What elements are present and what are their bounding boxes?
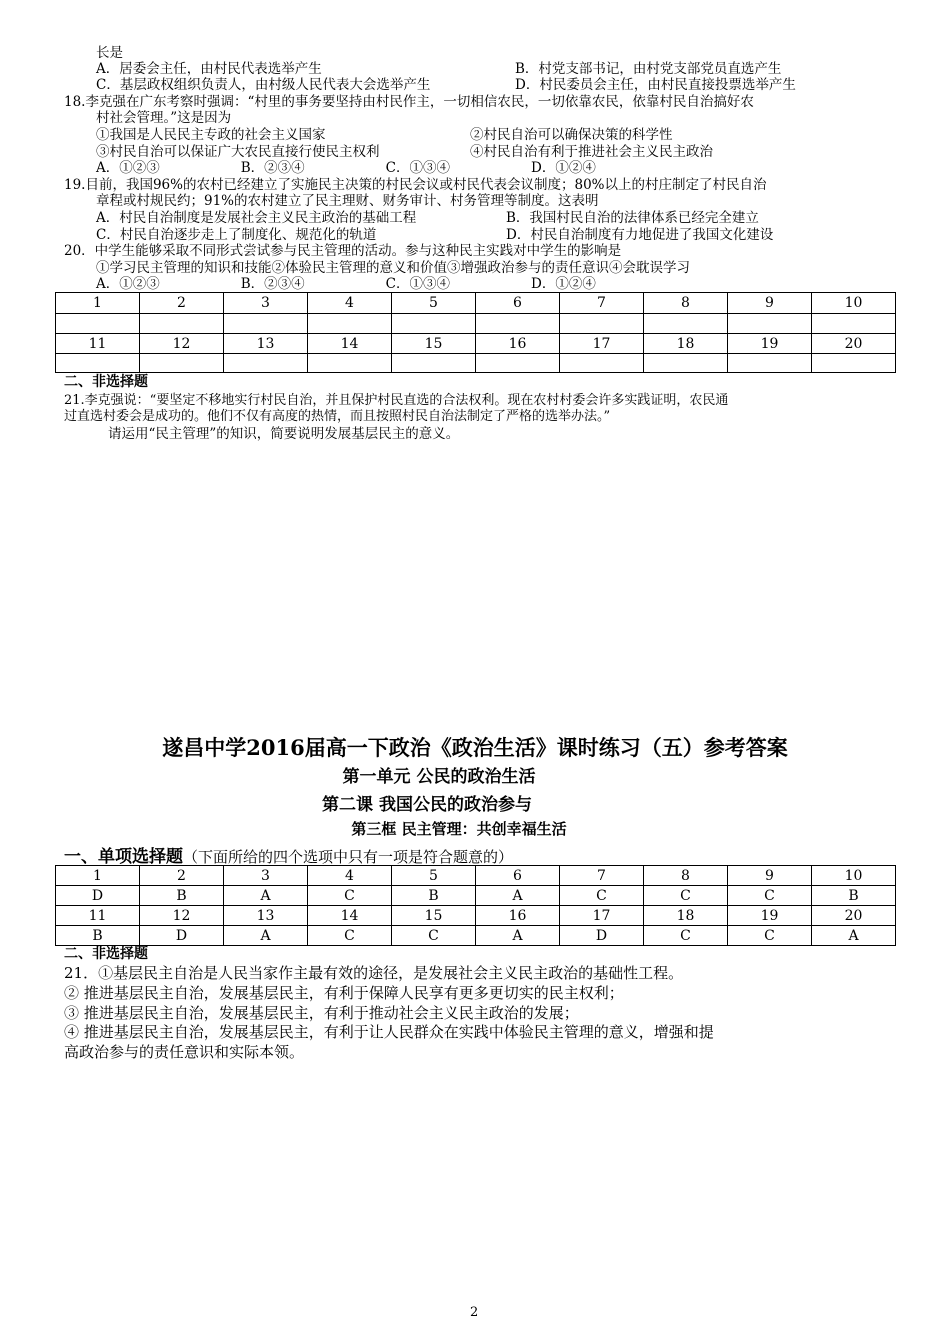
blank-grid-number-cell: 1 [56,293,140,314]
q18-stem-line2: 村社会管理。”这是因为 [96,110,232,126]
blank-answer-cell[interactable] [728,354,812,373]
q21-answer-point-3: ③ 推进基层民主自治，发展基层民主，有利于推动社会主义民主政治的发展； [64,1004,579,1022]
q18-choices: A．①②③ B．②③④ C．①③④ D．①②④ [96,160,596,176]
q19-option-c: C．村民自治逐步走上了制度化、规范化的轨道 [96,227,377,243]
q20-items: ①学习民主管理的知识和技能②体验民主管理的意义和价值③增强政治参与的责任意识④会耽误学习 [96,260,690,276]
answer-grid-number-cell: 15 [392,906,476,926]
answer-grid-answer-cell: C [644,886,728,906]
unit-heading: 第一单元 公民的政治生活 [342,767,536,787]
q21-stem-line2: 过直选村委会是成功的。他们不仅有高度的热情，而且按照村民自治法制定了严格的选举办法。” [64,409,611,424]
answer-grid-answer-cell: C [728,886,812,906]
q18-stem-line1: 18.李克强在广东考察时强调：“村里的事务要坚持由村民作主，一切相信农民，一切依靠农民，依靠村民自治搞好农 [64,94,754,110]
q19-option-b: B．我国村民自治的法律体系已经完全建立 [506,210,759,226]
page-number: 2 [470,1305,479,1320]
answer-key-title: 遂昌中学2016届高一下政治《政治生活》课时练习（五）参考答案 [162,735,788,760]
q18-item-2: ②村民自治可以确保决策的科学性 [470,127,673,143]
answer-grid-answer-row [56,926,896,946]
answer-grid-number-cell: 11 [56,906,140,926]
blank-answer-cell[interactable] [56,354,140,373]
q20-stem-line1: 20．中学生能够采取不同形式尝试参与民主管理的活动。参与这种民主实践对中学生的影响是 [64,243,622,259]
q21-answer-point-4-cont: 高政治参与的责任意识和实际本领。 [64,1043,305,1061]
blank-grid-number-cell: 11 [56,334,140,354]
q21-answer-point-4: ④ 推进基层民主自治，发展基层民主，有利于让人民群众在实践中体验民主管理的意义，增强和提 [64,1023,714,1041]
part1-note: （下面所给的四个选项中只有一项是符合题意的） [183,848,514,866]
blank-answer-cell[interactable] [224,314,308,334]
blank-grid-number-cell: 15 [392,334,476,354]
blank-grid-answer-row [56,314,896,334]
answer-grid-answer-cell: C [560,886,644,906]
answer-grid-answer-cell: A [812,926,896,946]
answer-grid-number-cell: 14 [308,906,392,926]
blank-grid-number-row [56,293,896,314]
blank-grid-number-row [56,334,896,354]
answer-grid-number-cell: 10 [812,866,896,886]
answer-grid-number-row [56,866,896,886]
blank-answer-cell[interactable] [224,354,308,373]
answer-grid-number-cell: 20 [812,906,896,926]
blank-answer-cell[interactable] [476,354,560,373]
answer-grid-number-cell: 17 [560,906,644,926]
answer-grid-answer-cell: B [56,926,140,946]
q19-option-a: A．村民自治制度是发展社会主义民主政治的基础工程 [96,210,417,226]
answer-grid-answer-row [56,886,896,906]
blank-grid-number-cell: 2 [140,293,224,314]
answer-grid-number-cell: 5 [392,866,476,886]
answer-grid-number-cell: 1 [56,866,140,886]
blank-answer-cell[interactable] [812,314,896,334]
answer-grid-number-cell: 7 [560,866,644,886]
answer-grid-answer-cell: C [644,926,728,946]
answer-grid-number-cell: 18 [644,906,728,926]
blank-answer-cell[interactable] [560,354,644,373]
answer-grid-number-cell: 19 [728,906,812,926]
answer-grid-number-cell: 6 [476,866,560,886]
blank-answer-cell[interactable] [56,314,140,334]
answer-grid-answer-cell: B [140,886,224,906]
blank-answer-cell[interactable] [140,354,224,373]
answer-grid-answer-cell: D [140,926,224,946]
blank-answer-grid [55,292,896,373]
part1-heading: 一、单项选择题 [64,847,183,867]
blank-answer-cell[interactable] [308,354,392,373]
answer-grid-number-cell: 8 [644,866,728,886]
q18-item-1: ①我国是人民民主专政的社会主义国家 [96,127,326,143]
lesson-heading: 第二课 我国公民的政治参与 [322,795,532,815]
q19-stem-line1: 19.目前，我国96%的农村已经建立了实施民主决策的村民会议或村民代表会议制度；80%以上的村庄制定了村民自治 [64,177,767,193]
blank-answer-cell[interactable] [728,314,812,334]
answer-grid-number-row [56,906,896,926]
q21-stem-line1: 21.李克强说：“要坚定不移地实行村民自治，并且保护村民直选的合法权利。现在农村村委会许多实践证明，农民通 [64,393,729,408]
q17-option-c: C．基层政权组织负责人，由村级人民代表大会选举产生 [96,77,431,93]
answer-grid-number-cell: 12 [140,906,224,926]
blank-grid-number-cell: 4 [308,293,392,314]
part2-heading: 二、非选择题 [64,374,148,390]
blank-grid-number-cell: 3 [224,293,308,314]
q21-answer-point-1: 21．①基层民主自治是人民当家作主最有效的途径，是发展社会主义民主政治的基础性工程。 [64,964,684,982]
q18-item-3: ③村民自治可以保证广大农民直接行使民主权利 [96,144,380,160]
q21-answer-point-2: ② 推进基层民主自治，发展基层民主，有利于保障人民享有更多更切实的民主权利； [64,984,624,1002]
q17-option-b: B．村党支部书记，由村党支部党员直选产生 [515,61,782,77]
blank-grid-number-cell: 18 [644,334,728,354]
blank-grid-number-cell: 8 [644,293,728,314]
blank-grid-answer-row [56,354,896,373]
blank-answer-cell[interactable] [392,314,476,334]
answer-key-grid [55,865,896,946]
answer-grid-answer-cell: B [812,886,896,906]
answer-grid-number-cell: 13 [224,906,308,926]
blank-grid-number-cell: 7 [560,293,644,314]
blank-grid-number-cell: 19 [728,334,812,354]
blank-grid-number-cell: 10 [812,293,896,314]
answer-grid-answer-cell: A [224,926,308,946]
blank-answer-cell[interactable] [644,354,728,373]
blank-answer-cell[interactable] [392,354,476,373]
answer-grid-number-cell: 2 [140,866,224,886]
answer-grid-answer-cell: D [560,926,644,946]
q17-option-a: A．居委会主任，由村民代表选举产生 [96,61,322,77]
answer-grid-answer-cell: B [392,886,476,906]
blank-grid-number-cell: 5 [392,293,476,314]
answer-grid-number-cell: 9 [728,866,812,886]
answer-grid-answer-cell: C [728,926,812,946]
blank-grid-number-cell: 14 [308,334,392,354]
q19-stem-line2: 章程或村规民约；91%的农村建立了民主理财、财务审计、村务管理等制度。这表明 [96,193,599,209]
blank-grid-number-cell: 20 [812,334,896,354]
blank-answer-cell[interactable] [140,314,224,334]
answer-grid-answer-cell: A [476,926,560,946]
blank-grid-number-cell: 16 [476,334,560,354]
frame-heading: 第三框 民主管理：共创幸福生活 [351,820,567,838]
answer-grid-number-cell: 16 [476,906,560,926]
answer-grid-answer-cell: A [224,886,308,906]
answer-grid-answer-cell: D [56,886,140,906]
part1-heading-line [64,842,513,867]
q18-item-4: ④村民自治有利于推进社会主义民主政治 [470,144,713,160]
answer-grid-number-cell: 3 [224,866,308,886]
answer-grid-answer-cell: A [476,886,560,906]
blank-answer-cell[interactable] [476,314,560,334]
answer-grid-number-cell: 4 [308,866,392,886]
q17-option-d: D．村民委员会主任，由村民直接投票选举产生 [515,77,796,93]
q21-ask: 请运用“民主管理”的知识，简要说明发展基层民主的意义。 [108,426,460,442]
blank-grid-number-cell: 13 [224,334,308,354]
blank-answer-cell[interactable] [644,314,728,334]
q20-choices: A．①②③ B．②③④ C．①③④ D．①②④ [96,276,596,292]
answer-grid-answer-cell: C [308,926,392,946]
q17-stem-tail: 长是 [96,45,123,61]
blank-grid-number-cell: 17 [560,334,644,354]
blank-answer-cell[interactable] [308,314,392,334]
answer-grid-answer-cell: C [392,926,476,946]
part2-answer-heading: 二、非选择题 [64,946,148,962]
blank-answer-cell[interactable] [560,314,644,334]
blank-grid-number-cell: 9 [728,293,812,314]
q19-option-d: D．村民自治制度有力地促进了我国文化建设 [506,227,774,243]
blank-grid-number-cell: 12 [140,334,224,354]
blank-answer-cell[interactable] [812,354,896,373]
blank-grid-number-cell: 6 [476,293,560,314]
answer-grid-answer-cell: C [308,886,392,906]
